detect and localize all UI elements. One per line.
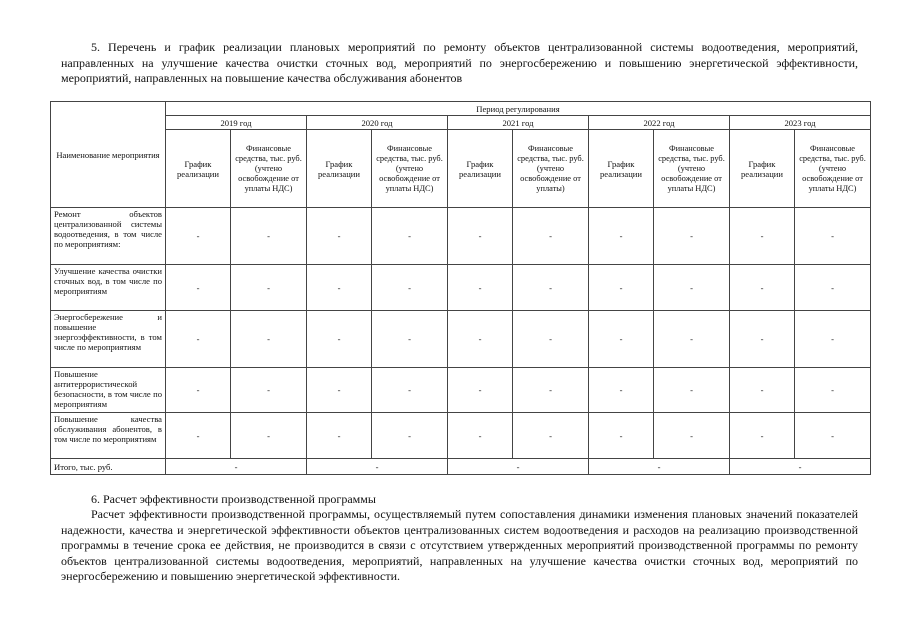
row-name: Улучшение качества очистки сточных вод, в том числе по мероприятиям	[51, 265, 166, 311]
table-cell: -	[231, 265, 307, 311]
finance-header: Финансовые средства, тыс. руб. (учтено освобождение от уплаты)	[513, 130, 589, 208]
measures-schedule-table	[50, 101, 871, 475]
table-row	[51, 413, 871, 459]
table-cell: -	[513, 413, 589, 459]
year-header-2023: 2023 год	[730, 116, 871, 130]
table-row	[51, 311, 871, 368]
table-cell: -	[448, 208, 513, 265]
year-header-2019: 2019 год	[166, 116, 307, 130]
table-cell: -	[231, 208, 307, 265]
table-cell: -	[513, 208, 589, 265]
table-cell: -	[372, 368, 448, 413]
table-cell: -	[448, 368, 513, 413]
table-cell: -	[448, 265, 513, 311]
table-cell: -	[448, 311, 513, 368]
row-name: Ремонт объектов централизованной системы водоотведения, в том числе по мероприятиям:	[51, 208, 166, 265]
finance-header: Финансовые средства, тыс. руб. (учтено освобождение от уплаты НДС)	[654, 130, 730, 208]
table-cell: -	[307, 265, 372, 311]
column-header-period: Период регулирования	[166, 102, 871, 116]
schedule-header: График реализации	[448, 130, 513, 208]
table-cell: -	[513, 311, 589, 368]
table-cell: -	[372, 311, 448, 368]
column-header-measure-name: Наименование мероприятия	[51, 102, 166, 208]
year-header-2021: 2021 год	[448, 116, 589, 130]
table-cell: -	[795, 413, 871, 459]
table-cell: -	[589, 368, 654, 413]
table-cell: -	[372, 208, 448, 265]
table-cell: -	[166, 368, 231, 413]
table-cell: -	[589, 265, 654, 311]
total-cell-2019: -	[166, 459, 307, 475]
table-cell: -	[795, 368, 871, 413]
table-cell: -	[231, 413, 307, 459]
table-cell: -	[654, 311, 730, 368]
section-5-heading: 5. Перечень и график реализации плановых мероприятий по ремонту объектов централизованной системы водоотведения, мероприятий, направленных на улучшение качества очистки сточных вод, мероприятий по энергосбережению и повышению энергетической эффективности, мероприятий, направленных на повышение качества обслуживания абонентов	[61, 40, 858, 85]
finance-header: Финансовые средства, тыс. руб. (учтено освобождение от уплаты НДС)	[372, 130, 448, 208]
table-cell: -	[307, 311, 372, 368]
table-cell: -	[654, 413, 730, 459]
table-row	[51, 368, 871, 413]
schedule-header: График реализации	[589, 130, 654, 208]
table-cell: -	[654, 265, 730, 311]
header-row-period	[51, 102, 871, 116]
table-cell: -	[795, 265, 871, 311]
table-cell: -	[589, 413, 654, 459]
total-cell-2023: -	[730, 459, 871, 475]
section-6-text: Расчет эффективности производственной программы, осуществляемый путем сопоставления динамики изменения плановых значений показателей надежности, качества и энергетической эффективности объектов централизованных систем водоотведения и расходов на реализацию производственной программы в течение срока ее действия, не производится в связи с отсутствием утвержденных мероприятий производственной программы по ремонту объектов централизованной системы водоотведения, мероприятий, направленных на улучшение качества очистки сточных вод, мероприятий по энергосбережению и повышению энергетической эффективности.	[61, 507, 858, 583]
total-cell-2020: -	[307, 459, 448, 475]
total-cell-2021: -	[448, 459, 589, 475]
total-label: Итого, тыс. руб.	[51, 459, 166, 475]
finance-header: Финансовые средства, тыс. руб. (учтено освобождение от уплаты НДС)	[231, 130, 307, 208]
year-header-2022: 2022 год	[589, 116, 730, 130]
schedule-header: График реализации	[166, 130, 231, 208]
table-cell: -	[654, 368, 730, 413]
table-cell: -	[730, 208, 795, 265]
table-cell: -	[372, 265, 448, 311]
table-cell: -	[307, 208, 372, 265]
schedule-header: График реализации	[307, 130, 372, 208]
table-cell: -	[730, 265, 795, 311]
table-cell: -	[795, 311, 871, 368]
table-cell: -	[448, 413, 513, 459]
table-cell: -	[730, 368, 795, 413]
table-cell: -	[372, 413, 448, 459]
table-row	[51, 265, 871, 311]
table-cell: -	[307, 413, 372, 459]
table-cell: -	[513, 368, 589, 413]
section-6-title: 6. Расчет эффективности производственной программы	[91, 492, 376, 506]
total-row	[51, 459, 871, 475]
finance-header: Финансовые средства, тыс. руб. (учтено освобождение от уплаты НДС)	[795, 130, 871, 208]
table-cell: -	[730, 413, 795, 459]
year-header-2020: 2020 год	[307, 116, 448, 130]
table-cell: -	[795, 208, 871, 265]
table-cell: -	[231, 311, 307, 368]
table-cell: -	[166, 311, 231, 368]
table-cell: -	[589, 208, 654, 265]
table-cell: -	[589, 311, 654, 368]
table-row	[51, 208, 871, 265]
total-cell-2022: -	[589, 459, 730, 475]
row-name: Повышение качества обслуживания абонентов, в том числе по мероприятиям	[51, 413, 166, 459]
table-cell: -	[166, 208, 231, 265]
table-cell: -	[730, 311, 795, 368]
header-row-subcolumns	[51, 130, 871, 208]
schedule-header: График реализации	[730, 130, 795, 208]
table-cell: -	[166, 413, 231, 459]
table-cell: -	[307, 368, 372, 413]
row-name: Повышение антитеррористической безопасности, в том числе по мероприятиям	[51, 368, 166, 413]
table-cell: -	[513, 265, 589, 311]
table-cell: -	[166, 265, 231, 311]
header-row-years	[51, 116, 871, 130]
table-cell: -	[654, 208, 730, 265]
row-name: Энергосбережение и повышение энергоэффективности, в том числе по мероприятиям	[51, 311, 166, 368]
table-cell: -	[231, 368, 307, 413]
